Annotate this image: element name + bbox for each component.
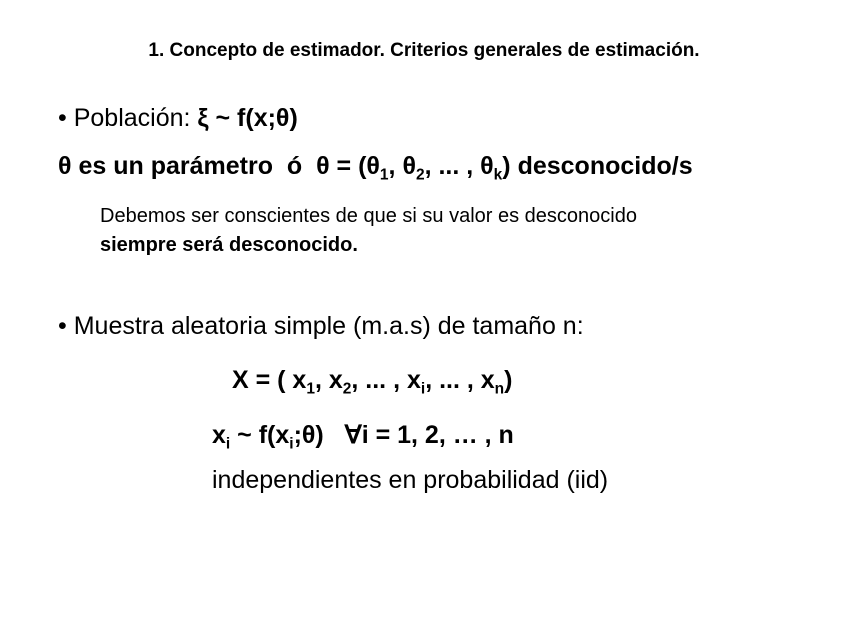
- vector-sub-n: n: [494, 380, 505, 398]
- vector-sep-2: , ... , x: [351, 366, 421, 394]
- theta-vector-mid1: , θ: [388, 152, 416, 180]
- poblacion-formula: ξ ~ f(x;θ): [197, 104, 298, 132]
- parametro-text: es un parámetro: [78, 152, 273, 180]
- slide-title: 1. Concepto de estimador. Criterios generales de estimación.: [148, 40, 700, 61]
- bullet-icon: •: [58, 312, 67, 340]
- dist-sub-i: i: [225, 435, 231, 453]
- parametro-o: ó: [286, 152, 303, 180]
- distribution-line: [212, 420, 514, 453]
- theta-vector-close: ): [502, 152, 511, 180]
- dist-x: x: [212, 421, 226, 449]
- parametro-line: [58, 152, 693, 184]
- dist-close: ;θ): [293, 421, 324, 449]
- muestra-label: Muestra aleatoria simple (m.a.s) de tamaño n:: [73, 312, 584, 340]
- poblacion-line: [58, 104, 298, 133]
- theta-symbol: θ: [58, 152, 72, 180]
- vector-sub-i: i: [420, 380, 426, 398]
- dist-mid: ~ f(x: [230, 421, 290, 449]
- poblacion-label: Población:: [73, 104, 191, 132]
- theta-sub-k: k: [493, 166, 503, 184]
- vector-sub-1: 1: [306, 380, 315, 398]
- bullet-icon: •: [58, 104, 67, 132]
- nota-line-1: Debemos ser conscientes de que si su valor es desconocido: [100, 205, 637, 227]
- theta-sub-2: 2: [415, 166, 425, 184]
- muestra-line: [58, 312, 584, 341]
- theta-sub-1: 1: [379, 166, 389, 184]
- theta-vector-mid2: , ... , θ: [424, 152, 494, 180]
- desconocido-text: desconocido/s: [517, 152, 693, 180]
- iid-line: independientes en probabilidad (iid): [212, 466, 609, 494]
- vector-sep-3: , ... , x: [425, 366, 495, 394]
- theta-vector-open: θ = (θ: [316, 152, 380, 180]
- vector-open: X = ( x: [232, 366, 307, 394]
- nota-line-2: siempre será desconocido.: [100, 234, 358, 256]
- sample-vector: [232, 366, 513, 398]
- vector-close: ): [504, 366, 513, 394]
- vector-sub-2: 2: [342, 380, 352, 398]
- forall-text: ∀i = 1, 2, … , n: [344, 421, 514, 449]
- vector-sep-1: , x: [314, 366, 343, 394]
- dist-sub-i-2: i: [289, 435, 294, 453]
